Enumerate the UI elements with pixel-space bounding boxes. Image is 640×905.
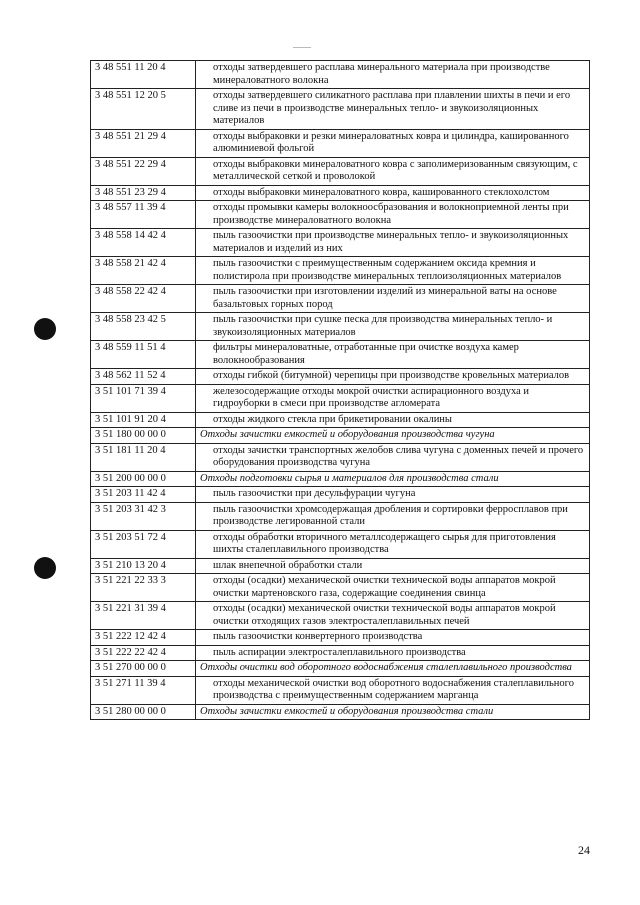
section-title-cell: Отходы зачистки емкостей и оборудования производства чугуна	[196, 428, 590, 444]
table-row	[91, 530, 590, 558]
page-number: 24	[578, 843, 590, 857]
waste-description-cell: отходы зачистки транспортных желобов слива чугуна с доменных печей и прочего оборудования производства чугуна	[196, 443, 590, 471]
waste-description-cell: отходы затвердевшего расплава минерального материала при производстве минераловатного волокна	[196, 61, 590, 89]
waste-code-cell: 3 51 221 31 39 4	[91, 602, 196, 630]
waste-description-cell: отходы выбраковки и резки минераловатных ковра и цилиндра, кашированного алюминиевой фольгой	[196, 129, 590, 157]
waste-code-cell: 3 48 557 11 39 4	[91, 201, 196, 229]
table-row	[91, 676, 590, 704]
table-row	[91, 602, 590, 630]
waste-code-cell: 3 51 271 11 39 4	[91, 676, 196, 704]
table-row	[91, 229, 590, 257]
table-row	[91, 487, 590, 503]
table-section-row	[91, 661, 590, 677]
table-row	[91, 201, 590, 229]
waste-description-cell: отходы обработки вторичного металлсодержащего сырья для приготовления шихты сталеплавильного производства	[196, 530, 590, 558]
table-row	[91, 61, 590, 89]
section-title-cell: Отходы зачистки емкостей и оборудования производства стали	[196, 704, 590, 720]
binder-hole-bottom	[34, 557, 56, 579]
waste-code-cell: 3 51 280 00 00 0	[91, 704, 196, 720]
waste-code-cell: 3 51 221 22 33 3	[91, 574, 196, 602]
waste-code-cell: 3 51 181 11 20 4	[91, 443, 196, 471]
section-title-cell: Отходы подготовки сырья и материалов для производства стали	[196, 471, 590, 487]
waste-description-cell: шлак внепечной обработки стали	[196, 558, 590, 574]
scan-mark	[293, 47, 311, 48]
waste-code-cell: 3 48 558 23 42 5	[91, 313, 196, 341]
waste-description-cell: пыль газоочистки при изготовлении изделий из минеральной ваты на основе базальтовых горных пород	[196, 285, 590, 313]
waste-code-cell: 3 51 270 00 00 0	[91, 661, 196, 677]
waste-description-cell: пыль газоочистки при производстве минеральных тепло- и звукоизоляционных материалов и изделий из них	[196, 229, 590, 257]
table-row	[91, 257, 590, 285]
waste-code-cell: 3 48 558 21 42 4	[91, 257, 196, 285]
waste-code-cell: 3 48 551 12 20 5	[91, 89, 196, 130]
waste-description-cell: отходы выбраковки минераловатного ковра, кашированного стеклохолстом	[196, 185, 590, 201]
waste-code-cell: 3 51 200 00 00 0	[91, 471, 196, 487]
table-row	[91, 185, 590, 201]
waste-description-cell: пыль газоочистки при десульфурации чугуна	[196, 487, 590, 503]
table-row	[91, 285, 590, 313]
waste-code-cell: 3 48 558 22 42 4	[91, 285, 196, 313]
waste-description-cell: отходы гибкой (битумной) черепицы при производстве кровельных материалов	[196, 369, 590, 385]
waste-description-cell: отходы выбраковки минераловатного ковра с заполимеризованным связующим, с металлической сеткой и проволокой	[196, 157, 590, 185]
waste-description-cell: пыль газоочистки хромсодержащая дробления и сортировки ферросплавов при производстве легированной стали	[196, 502, 590, 530]
waste-code-cell: 3 48 551 21 29 4	[91, 129, 196, 157]
waste-description-cell: отходы (осадки) механической очистки технической воды аппаратов мокрой очистки мартеновского газа, содержащие соединения свинца	[196, 574, 590, 602]
waste-description-cell: пыль газоочистки конвертерного производства	[196, 630, 590, 646]
waste-code-cell: 3 48 551 23 29 4	[91, 185, 196, 201]
waste-description-cell: пыль газоочистки с преимущественным содержанием оксида кремния и полистирола при производстве минеральных теплоизоляционных материалов	[196, 257, 590, 285]
waste-description-cell: отходы жидкого стекла при брикетировании окалины	[196, 412, 590, 428]
waste-description-cell: отходы механической очистки вод оборотного водоснабжения сталеплавильного производства с преимущественным содержанием марганца	[196, 676, 590, 704]
binder-hole-top	[34, 318, 56, 340]
waste-code-cell: 3 48 558 14 42 4	[91, 229, 196, 257]
table-row	[91, 443, 590, 471]
waste-code-cell: 3 51 210 13 20 4	[91, 558, 196, 574]
table-row	[91, 129, 590, 157]
table-section-row	[91, 704, 590, 720]
waste-description-cell: отходы затвердевшего силикатного расплава при плавлении шихты в печи и его сливе из печи в производстве минеральных тепло- и звукоизоляционных материалов	[196, 89, 590, 130]
waste-code-cell: 3 48 551 22 29 4	[91, 157, 196, 185]
waste-description-cell: пыль газоочистки при сушке песка для производства минеральных тепло- и звукоизоляционных материалов	[196, 313, 590, 341]
table-row	[91, 645, 590, 661]
table-section-row	[91, 428, 590, 444]
table-row	[91, 502, 590, 530]
waste-code-cell: 3 48 562 11 52 4	[91, 369, 196, 385]
table-body	[91, 61, 590, 720]
waste-code-cell: 3 48 559 11 51 4	[91, 341, 196, 369]
table-row	[91, 157, 590, 185]
waste-code-cell: 3 51 203 31 42 3	[91, 502, 196, 530]
table-row	[91, 558, 590, 574]
table-row	[91, 384, 590, 412]
table-row	[91, 574, 590, 602]
table-row	[91, 313, 590, 341]
waste-code-cell: 3 48 551 11 20 4	[91, 61, 196, 89]
waste-code-cell: 3 51 222 12 42 4	[91, 630, 196, 646]
waste-code-cell: 3 51 101 91 20 4	[91, 412, 196, 428]
waste-code-cell: 3 51 101 71 39 4	[91, 384, 196, 412]
waste-description-cell: железосодержащие отходы мокрой очистки аспирационного воздуха и гидроуборки в смеси при производстве агломерата	[196, 384, 590, 412]
waste-description-cell: фильтры минераловатные, отработанные при очистке воздуха камер волокнообразования	[196, 341, 590, 369]
table-row	[91, 630, 590, 646]
section-title-cell: Отходы очистки вод оборотного водоснабжения сталеплавильного производства	[196, 661, 590, 677]
waste-code-cell: 3 51 203 11 42 4	[91, 487, 196, 503]
waste-description-cell: пыль аспирации электросталеплавильного производства	[196, 645, 590, 661]
table-row	[91, 369, 590, 385]
waste-code-cell: 3 51 180 00 00 0	[91, 428, 196, 444]
waste-description-cell: отходы промывки камеры волокноосбразования и волокноприемной ленты при производстве минераловатного волокна	[196, 201, 590, 229]
table-row	[91, 412, 590, 428]
waste-code-cell: 3 51 203 51 72 4	[91, 530, 196, 558]
waste-code-cell: 3 51 222 22 42 4	[91, 645, 196, 661]
table-section-row	[91, 471, 590, 487]
table-row	[91, 89, 590, 130]
table-row	[91, 341, 590, 369]
waste-description-cell: отходы (осадки) механической очистки технической воды аппаратов мокрой очистки отходящих газов электросталеплавильных печей	[196, 602, 590, 630]
waste-classification-table	[90, 60, 590, 720]
